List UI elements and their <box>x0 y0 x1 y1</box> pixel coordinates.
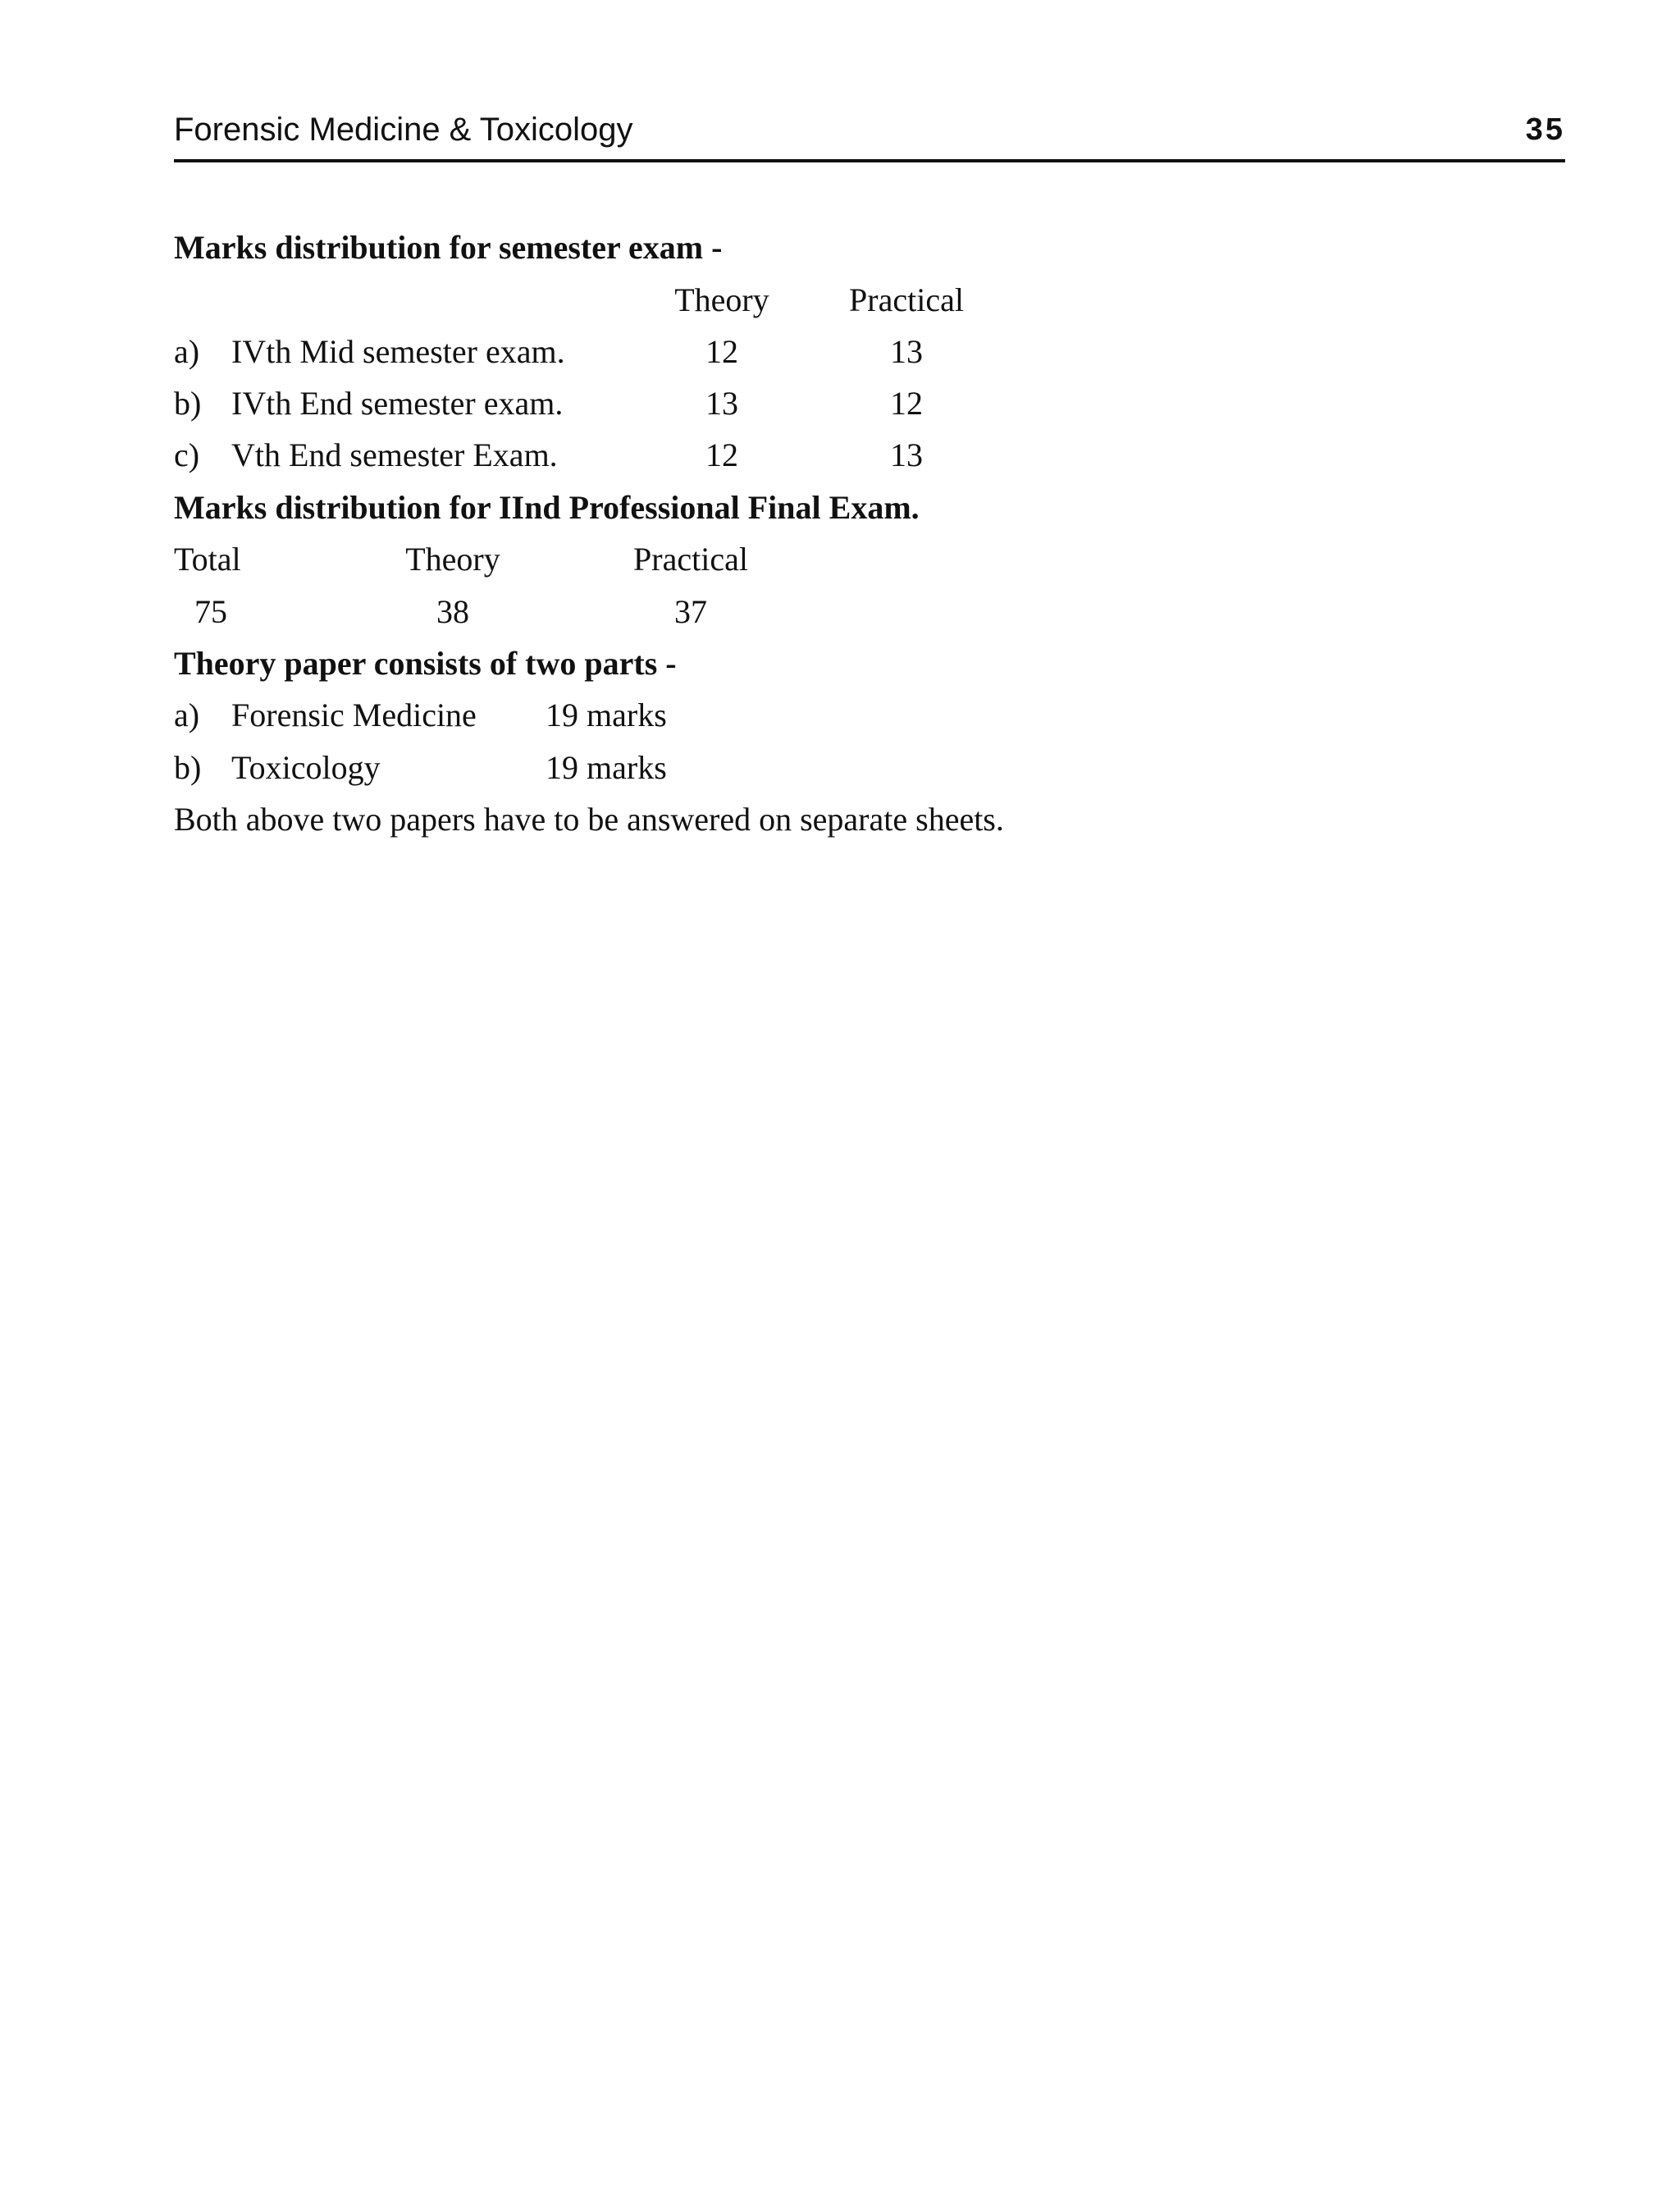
page-header <box>174 107 1565 162</box>
semester-heading: Marks distribution for semester exam - <box>174 229 723 266</box>
semester-row-marker: c) <box>174 436 200 473</box>
semester-col-practical: Practical <box>849 281 964 318</box>
semester-row-practical: 13 <box>890 436 923 473</box>
parts-row-marker: b) <box>174 749 202 786</box>
final-col-theory: Theory <box>405 541 500 578</box>
final-col-practical: Practical <box>633 541 748 578</box>
parts-row-marks: 19 marks <box>546 749 667 786</box>
final-heading: Marks distribution for IInd Professional Final Exam. <box>174 489 920 526</box>
semester-row-theory: 13 <box>705 385 738 422</box>
parts-row-label: Forensic Medicine <box>231 697 477 733</box>
parts-row-marks: 19 marks <box>546 697 667 733</box>
semester-row-label: IVth End semester exam. <box>231 385 564 422</box>
semester-row-theory: 12 <box>705 436 738 473</box>
semester-row-practical: 12 <box>890 385 923 422</box>
final-total-value: 75 <box>194 593 227 630</box>
semester-row-label: Vth End semester Exam. <box>231 436 558 473</box>
parts-heading: Theory paper consists of two parts - <box>174 645 677 682</box>
parts-row-label: Toxicology <box>231 749 381 786</box>
semester-row-label: IVth Mid semester exam. <box>231 333 565 370</box>
semester-row-marker: a) <box>174 333 200 370</box>
parts-note: Both above two papers have to be answered on separate sheets. <box>174 801 1004 838</box>
semester-row-marker: b) <box>174 385 202 422</box>
parts-row-marker: a) <box>174 697 200 733</box>
page-number: 35 <box>1525 112 1565 147</box>
final-practical-value: 37 <box>674 593 707 630</box>
semester-row-theory: 12 <box>705 333 738 370</box>
header-title: Forensic Medicine & Toxicology <box>174 112 633 148</box>
final-col-total: Total <box>174 541 241 578</box>
semester-col-theory: Theory <box>674 281 769 318</box>
final-theory-value: 38 <box>436 593 469 630</box>
semester-row-practical: 13 <box>890 333 923 370</box>
